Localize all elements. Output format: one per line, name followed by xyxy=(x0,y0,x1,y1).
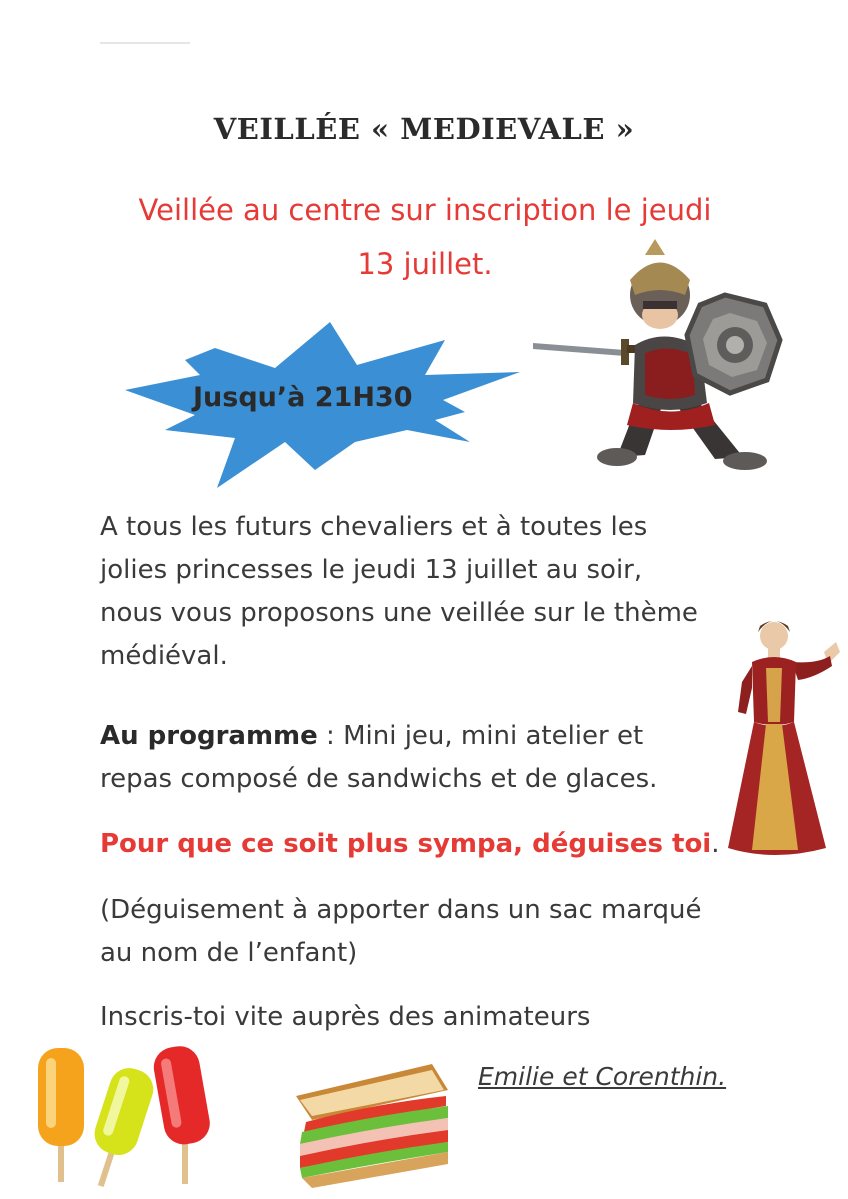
flyer-title: VEILLÉE « MEDIEVALE » xyxy=(213,112,635,146)
costume-call-period: . xyxy=(711,829,720,859)
intro-line-4: médiéval. xyxy=(100,641,228,671)
program-paragraph xyxy=(100,715,740,801)
intro-line-1: A tous les futurs chevaliers et à toutes les xyxy=(100,512,648,542)
subtitle-line-1: Veillée au centre sur inscription le jeudi xyxy=(138,193,712,227)
program-separator: : xyxy=(317,721,344,751)
time-limit-text: Jusqu’à 21H30 xyxy=(193,382,413,413)
program-line-2: repas composé de sandwichs et de glaces. xyxy=(100,764,658,794)
costume-call-paragraph xyxy=(100,823,740,866)
costume-call-text: Pour que ce soit plus sympa, déguises toi xyxy=(100,829,712,859)
program-label: Au programme xyxy=(100,721,318,751)
signature-text: Emilie et Corenthin. xyxy=(478,1062,727,1091)
princess-illustration xyxy=(722,612,844,858)
program-line-1 xyxy=(100,715,740,758)
knight-illustration xyxy=(525,235,785,475)
program-line-1-rest: Mini jeu, mini atelier et xyxy=(343,721,644,751)
sandwich-illustration xyxy=(282,1060,452,1190)
intro-line-3: nous vous proposons une veillée sur le thème xyxy=(100,598,698,628)
scan-mark xyxy=(100,42,190,44)
register-paragraph: Inscris-toi vite auprès des animateurs xyxy=(100,1002,591,1032)
intro-line-2: jolies princesses le jeudi 13 juillet au soir, xyxy=(100,555,643,585)
intro-paragraph xyxy=(100,506,740,678)
costume-note-line-1: (Déguisement à apporter dans un sac marqué xyxy=(100,895,702,925)
ice-cream-illustration xyxy=(22,1042,218,1192)
costume-note-paragraph xyxy=(100,889,740,975)
subtitle-line-2: 13 juillet. xyxy=(357,247,493,281)
costume-note-line-2: au nom de l’enfant) xyxy=(100,938,358,968)
